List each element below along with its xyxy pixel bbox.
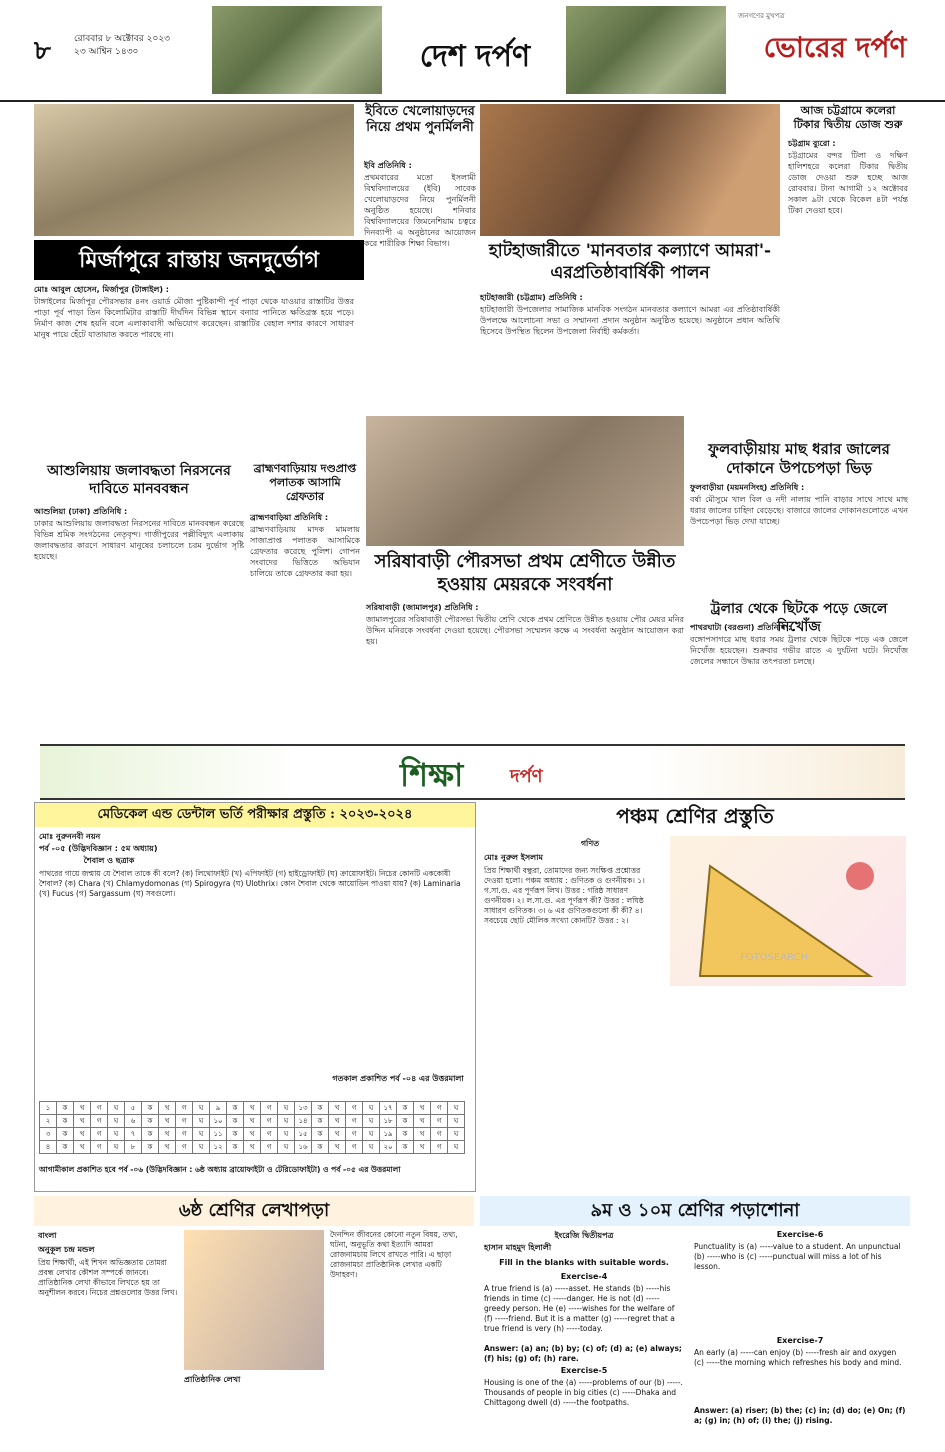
section-title: দেশ দর্পণ (419, 39, 531, 74)
class6-body: প্রিয় শিক্ষার্থী, এই শিখন অভিজ্ঞতায় তোমরা প্রবন্ধ লেখার কৌশল সম্পর্কে জানবে। প্রাতিষ্ঠানিক লেখা কীভাবে লিখতে হয় তা অনুশীলন করবে। নিচের প্রশ্নগুলোর উত্তর লিখ। (38, 1258, 178, 1297)
sarishabari-byline: সরিষাবাড়ী (জামালপুর) প্রতিনিধি : (366, 603, 479, 612)
medical-questions: পাথরের গায়ে জন্মায় যে শৈবাল তাকে কী বলে? (ক) লিথোফাইট (খ) এপিফাইট (গ) হাইড্রোফাইট (ঘ) ক্রায়োফাইট। নিচের কোনটি এককোষী শৈবাল? (ক) Chara (খ) Chlamydomonas (গ) Spirogyra (ঘ) Ulothrix। কোন শৈবাল থেকে আয়োডিন পাওয়া যায়? (ক) Laminaria (খ) Fucus (গ) Sargassum (ঘ) সবগুলো। (39, 869, 461, 898)
paper-tagline: জনগণের মুখপত্র (738, 12, 785, 20)
medical-part: পর্ব -০৫ (উদ্ভিদবিজ্ঞান : ৫ম অধ্যায়) (39, 844, 158, 853)
hathazari-byline: হাটহাজারী (চট্টগ্রাম) প্রতিনিধি : (480, 293, 583, 302)
class5-subject: গণিত (580, 839, 600, 848)
medical-author: মোঃ নুরুননবী নয়ন (39, 832, 101, 841)
exercise6-label: Exercise-6 (776, 1230, 824, 1239)
paper-logo: ভোরের দর্পণ (763, 31, 907, 64)
exercise4-text: A true friend is (a) -----asset. He stands (b) -----his friends in time (c) -----danger. He is not (d) -----greedy person. He (e) -----wishes for the welfare of (f) -----friend. But it is a matter (g) -----regret that a true friend is very (h) -----today. (484, 1284, 675, 1333)
class9-10-section (480, 1196, 910, 1436)
answer7: Answer: (a) riser; (b) the; (c) in; (d) do; (e) On; (f) a; (g) in; (h) of; (i) the; (j) rising. (694, 1406, 906, 1425)
exercise5-text: Housing is one of the (a) -----problems of our (b) -----. Thousands of people in big cities (c) -----Dhaka and Chittagong dwell (d) -----the footpaths. (484, 1378, 683, 1407)
class5-author: মোঃ নুরুল ইসলাম (484, 853, 543, 862)
mirzapur-body: টাঙ্গাইলের মির্জাপুর পৌরসভার ৪নং ওয়ার্ড মৌজা পুষ্টিকান্দী পূর্ব পাড়া থেকে যাওয়ার রাস্তাটির উত্তর পাড়া পূর্ব পাড়া তিন কিলোমিটার রাস্তাটি দীর্ঘদিন বিভিন্ন স্থানে বন্যার পানিতে ক্ষতিগ্রস্ত হয়ে পড়ে। নির্মাণ কাজ শেষ হয়নি বলে এলাকাবাসী অভিযোগ করেছেন। রাস্তাটির বেহাল দশার কারণে সাধারণ মানুষ পায়ে হেঁটে যাতায়াত করতে পারছে না। (34, 297, 354, 339)
education-banner (40, 744, 905, 800)
header-photo-left (212, 6, 382, 94)
date-line (74, 33, 170, 59)
class5-title: পঞ্চম শ্রেণির প্রস্তুতি (616, 804, 774, 828)
geometry-illustration (670, 836, 906, 986)
answer4: Answer: (a) an; (b) by; (c) of; (d) a; (e) always; (f) his; (g) of; (h) rare. (484, 1344, 682, 1363)
mirzapur-photo (34, 104, 354, 236)
exercise5-label: Exercise-5 (560, 1366, 608, 1375)
fulbaria-byline: ফুলবাড়ীয়া (ময়মনসিংহ) প্রতিনিধি : (690, 483, 805, 492)
ruler-triangle-icon (670, 836, 906, 986)
sarishabari-photo (366, 416, 684, 546)
class6-body2: দৈনন্দিন জীবনের কোনো নতুন বিষয়, তথ্য, ঘটনা, অনুভূতি কথা ইত্যাদি আমরা রোজনামচায় লিখে রাখতে পারি। এ ছাড়া রোজনামচা প্রাতিষ্ঠানিক লেখার একটি উদাহরণ। (330, 1230, 458, 1279)
education-subtitle: দর্পণ (510, 766, 543, 787)
mirzapur-byline: মোঃ আবুল হোসেন, মির্জাপুর (টাঙ্গাইল) : (34, 285, 170, 294)
ctg-byline: চট্টগ্রাম ব্যুরো : (788, 139, 836, 148)
answer-grid: ১ ক খ গ ঘ ৫ ক খ গ ঘ ৯ ক খ গ ঘ ১৩ ক খ গ ঘ ১৭ ক খ গ ঘ ২ ক খ গ ঘ ৬ ক খ গ ঘ ১০ ক খ গ ঘ ১৪ ক খ গ ঘ ১৮ ক খ গ ঘ ৩ ক খ গ ঘ ৭ ক খ গ ঘ ১১ ক খ গ ঘ ১৫ ক খ গ ঘ ১৯ ক খ গ ঘ ৪ ক খ গ ঘ ৮ ক খ গ ঘ ১২ ক খ গ ঘ ১৬ ক খ গ ঘ ২০ ক খ গ ঘ (39, 1101, 465, 1154)
trawler-headline: ট্রলার থেকে ছিটকে পড়ে জেলে নিখোঁজ (710, 601, 888, 635)
ashulia-body: ঢাকার আশুলিয়ায় জলাবদ্ধতা নিরসনের দাবিতে মানববন্ধন করেছে বিভিন্ন শ্রমিক সংগঠনের নেতৃবৃন্দ। গাজীপুরের পল্লীবিদ্যুৎ এলাকায় জলাবদ্ধতার কারণে সাধারণ মানুষের চলাচলে চরম দুর্ভোগ সৃষ্টি হয়েছে। (34, 519, 244, 561)
class6-subject: বাংলা (38, 1231, 57, 1240)
exercise7-text: An early (a) -----can enjoy (b) -----fresh air and oxygen (c) -----the morning which refreshes his body and mind. (694, 1348, 902, 1367)
page-number: ৮ (34, 36, 51, 66)
medical-title: মেডিকেল এন্ড ডেন্টাল ভর্তি পরীক্ষার প্রস্তুতি : ২০২৩-২০২৪ (35, 803, 475, 827)
watermark: FOTOSEARCH (740, 952, 809, 963)
page-header (0, 0, 945, 102)
sarishabari-headline: সরিষাবাড়ী পৌরসভা প্রথম শ্রেণীতে উন্নীত হওয়ায় মেয়রকে সংবর্ধনা (374, 551, 676, 595)
medical-chapter: শৈবাল ও ছত্রাক (83, 856, 135, 865)
date-english: রোববার ৮ অক্টোবর ২০২৩ (74, 34, 171, 44)
hathazari-headline: হাটহাজারীতে 'মানবতার কল্যাণে আমরা'-এরপ্রতিষ্ঠাবার্ষিকী পালন (488, 241, 772, 283)
trawler-byline: পাথরঘাটা (বরগুনা) প্রতিনিধি : (690, 623, 792, 632)
ctg-headline: আজ চট্টগ্রামে কলেরা টিকার দ্বিতীয় ডোজ শুরু (793, 104, 903, 131)
ashulia-headline: আশুলিয়ায় জলাবদ্ধতা নিরসনের দাবিতে মানববন্ধন (47, 463, 231, 497)
class6-image (184, 1230, 324, 1370)
medical-answer-title: গতকাল প্রকাশিত পর্ব -০৪ এর উত্তরমালা (332, 1074, 464, 1083)
education-title: শিক্ষা (400, 756, 464, 794)
sarishabari-body: জামালপুরের সরিষাবাড়ী পৌরসভা দ্বিতীয় শ্রেণি থেকে প্রথম শ্রেণিতে উন্নীত হওয়ায় পৌর মেয়র মনির উদ্দিন মনিরকে সংবর্ধনা দেওয়া হয়েছে। পৌরসভা সম্মেলন কক্ষে এ সংবর্ধনা অনুষ্ঠান আয়োজন করা হয়। (366, 615, 684, 646)
class6-title: ৬ষ্ঠ শ্রেণির লেখাপড়া (34, 1196, 474, 1226)
medical-next-part: আগামীকাল প্রকাশিত হবে পর্ব -০৬ (উদ্ভিদবিজ্ঞান : ৬ষ্ঠ অধ্যায় ব্রায়োফাইটা ও টেরিডোফাইটা) ও পর্ব -০৫ এর উত্তরমালা (39, 1165, 401, 1174)
class5-section (480, 802, 910, 1190)
ibite-body: প্রথমবারের মতো ইসলামী বিশ্ববিদ্যালয়ের (ইবি) সাবেক খেলোয়াড়দের নিয়ে পুনর্মিলনী অনুষ্ঠিত হয়েছে। শনিবার বিশ্ববিদ্যালয়ের জিমনেশিয়াম চত্বরে দিনব্যাপী এ অনুষ্ঠানের আয়োজন করে শারীরিক শিক্ষা বিভাগ। (364, 173, 476, 248)
brahmanbaria-headline: ব্রাহ্মণবাড়িয়ায় দণ্ডপ্রাপ্ত পলাতক আসামি গ্রেফতার (253, 462, 357, 503)
medical-prep-box (34, 802, 476, 1192)
ashulia-byline: আশুলিয়া (ঢাকা) প্রতিনিধি : (34, 507, 128, 516)
exercise7-label: Exercise-7 (776, 1336, 824, 1345)
exercise6-text: Punctuality is (a) -----value to a student. An unpunctual (b) -----who is (c) -----punctual will miss a lot of his lesson. (694, 1242, 901, 1271)
exercise-heading: Fill in the blanks with suitable words. (499, 1258, 669, 1267)
class9-10-subject: ইংরেজি দ্বিতীয়পত্র (554, 1231, 614, 1240)
class6-caption: প্রাতিষ্ঠানিক লেখা (184, 1375, 241, 1384)
header-photo-right (566, 6, 726, 94)
trawler-body: বঙ্গোপসাগরে মাছ ধরার সময় ট্রলার থেকে ছিটকে পড়ে এক জেলে নিখোঁজ হয়েছেন। শুক্রবার গভীর রাতে এ দুর্ঘটনা ঘটে। নিখোঁজ জেলের সন্ধানে উদ্ধার তৎপরতা চলছে। (690, 635, 908, 666)
ibite-headline: ইবিতে খেলোয়াড়দের নিয়ে প্রথম পুনর্মিলনী (365, 104, 475, 135)
exercise4-label: Exercise-4 (560, 1272, 608, 1281)
date-bangla: ২৩ আশ্বিন ১৪৩০ (74, 47, 139, 57)
class9-10-title: ৯ম ও ১০ম শ্রেণির পড়াশোনা (480, 1196, 910, 1226)
ctg-body: চট্টগ্রামের বন্দর টিলা ও দক্ষিণ হালিশহরে কলেরা টিকার দ্বিতীয় ডোজ দেওয়া শুরু হচ্ছে আজ রোববার। টানা আগামী ১২ অক্টোবর সকাল ৯টা থেকে বিকেল ৪টা পর্যন্ত টিকা দেওয়া হবে। (788, 151, 908, 215)
class6-author: অনুকূল চন্দ্র মন্ডল (38, 1245, 95, 1254)
mirzapur-headline: মির্জাপুরে রাস্তায় জনদুর্ভোগ (34, 240, 364, 280)
hathazari-photo (480, 104, 780, 236)
class6-section (34, 1196, 474, 1436)
ibite-byline: ইবি প্রতিনিধি : (364, 161, 412, 170)
brahmanbaria-body: ব্রাহ্মণবাড়িয়ায় মাদক মামলায় সাজাপ্রাপ্ত পলাতক আসামিকে গ্রেফতার করেছে পুলিশ। গোপন সংবাদের ভিত্তিতে অভিযান চালিয়ে তাকে গ্রেফতার করা হয়। (250, 525, 360, 578)
hathazari-body: হাটহাজারী উপজেলার সামাজিক মানবিক সংগঠন মানবতার কল্যাণে আমরা এর প্রতিষ্ঠাবার্ষিকী উপলক্ষে আলোচনা সভা ও সম্মাননা প্রদান অনুষ্ঠান অনুষ্ঠিত হয়েছে। অনুষ্ঠানে প্রধান অতিথি হিসেবে উপস্থিত ছিলেন উপজেলা নির্বাহী কর্মকর্তা। (480, 305, 780, 336)
class9-10-author: হাসান মাহমুদ হিলালী (484, 1243, 552, 1252)
brahmanbaria-byline: ব্রাহ্মণবাড়িয়া প্রতিনিধি : (250, 513, 329, 522)
class5-body: প্রিয় শিক্ষার্থী বন্ধুরা, তোমাদের জন্য সংক্ষিপ্ত প্রশ্নোত্তর দেওয়া হলো। পঞ্চম অধ্যায় : গুণিতক ও গুণনীয়ক। ১। গ.সা.গু. এর পূর্ণরূপ লিখ। উত্তর : গরিষ্ঠ সাধারণ গুণনীয়ক। ২। ল.সা.গু. এর পূর্ণরূপ কী? উত্তর : লঘিষ্ঠ সাধারণ গুণিতক। ৩। ৬ এর গুণিতকগুলো কী কী? ৪। সবচেয়ে ছোট মৌলিক সংখ্যা কোনটি? উত্তর : ২। (484, 866, 645, 925)
fulbaria-headline: ফুলবাড়ীয়ায় মাছ ধরার জালের দোকানে উপচেপড়া ভিড় (708, 440, 890, 477)
fulbaria-body: বর্ষা মৌসুমে খাল বিল ও নদী নালায় পানি বাড়ার সাথে সাথে মাছ ধরার জালের চাহিদা বেড়েছে। বাজারে জালের দোকানগুলোতে এখন উপচেপড়া ভিড় দেখা যাচ্ছে। (690, 495, 908, 526)
